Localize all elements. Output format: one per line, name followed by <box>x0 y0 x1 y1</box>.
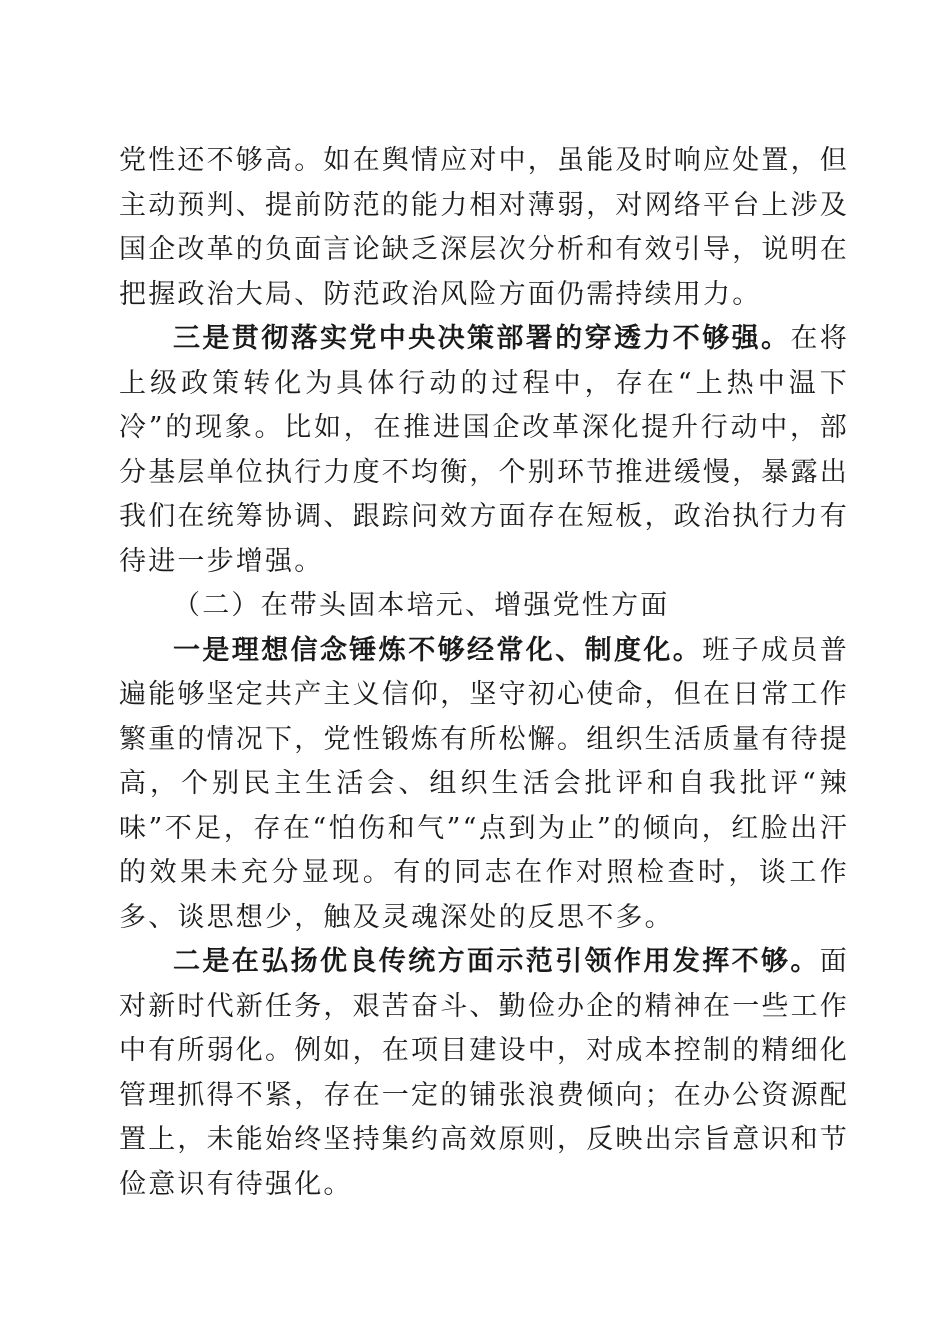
paragraph-lead: 一是理想信念锤炼不够经常化、制度化。 <box>173 634 703 666</box>
paragraph-lead: 二是在弘扬优良传统方面示范引领作用发挥不够。 <box>173 946 820 977</box>
paragraph-point-one <box>119 629 849 941</box>
paragraph-point-three <box>119 317 849 584</box>
paragraph-text: 面对新时代新任务，艰苦奋斗、勤俭办企的精神在一些工作中有所弱化。例如，在项目建设中，对成本控制的精细化管理抓得不紧，存在一定的铺张浪费倾向；在办公资源配置上，未能始终坚持集约高效原则，反映出宗旨意识和节俭意识有待强化。 <box>119 946 849 1200</box>
paragraph-text: 党性还不够高。如在舆情应对中，虽能及时响应处置，但主动预判、提前防范的能力相对薄弱，对网络平台上涉及国企改革的负面言论缺乏深层次分析和有效引导，说明在把握政治大局、防范政治风险方面仍需持续用力。 <box>119 145 849 310</box>
paragraph-continuation <box>119 139 849 317</box>
paragraph-text: 在将上级政策转化为具体行动的过程中，存在“上热中温下冷”的现象。比如，在推进国企改革深化提升行动中，部分基层单位执行力度不均衡，个别环节推进缓慢，暴露出我们在统筹协调、跟踪问效方面存在短板，政治执行力有待进一步增强。 <box>119 323 849 577</box>
document-body <box>119 139 849 1207</box>
paragraph-point-two <box>119 940 849 1207</box>
paragraph-lead: 三是贯彻落实党中央决策部署的穿透力不够强。 <box>173 323 791 354</box>
section-heading-text: （二）在带头固本培元、增强党性方面 <box>173 590 670 621</box>
section-heading <box>119 584 849 629</box>
paragraph-text: 班子成员普遍能够坚定共产主义信仰，坚守初心使命，但在日常工作繁重的情况下，党性锻炼有所松懈。组织生活质量有待提高，个别民主生活会、组织生活会批评和自我批评“辣味”不足，存在“怕伤和气”“点到为止”的倾向，红脸出汗的效果未充分显现。有的同志在作对照检查时，谈工作多、谈思想少，触及灵魂深处的反思不多。 <box>119 634 850 933</box>
